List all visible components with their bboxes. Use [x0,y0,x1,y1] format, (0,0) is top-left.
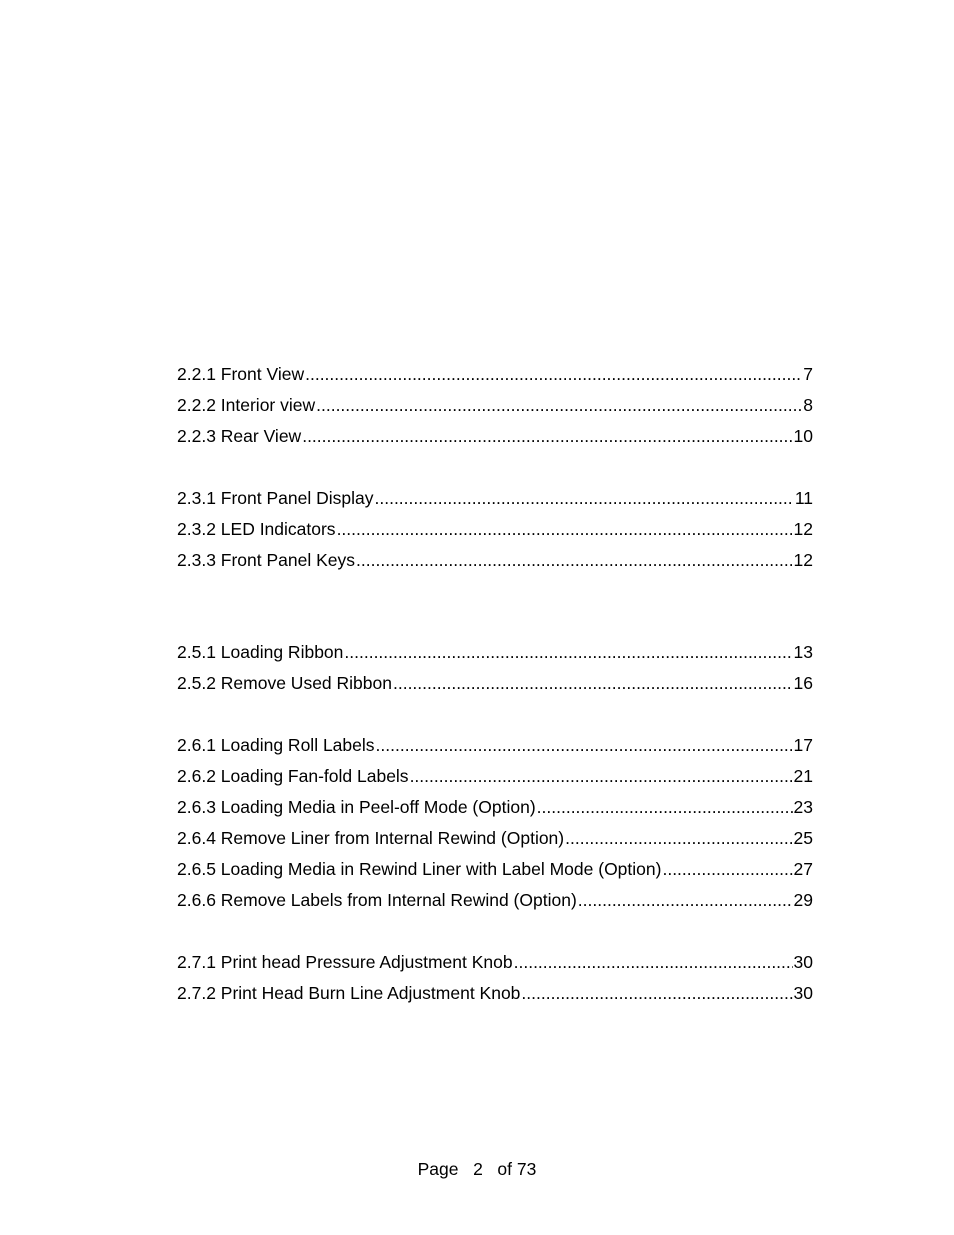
toc-dot-leader [302,424,792,448]
toc-dot-leader [521,981,792,1005]
toc-entry-page: 17 [793,735,813,755]
table-of-contents [177,362,813,1012]
toc-entry-title: 2.7.2 Print Head Burn Line Adjustment Knob [177,983,521,1003]
toc-entry-2-5-1[interactable] [177,640,813,671]
toc-entry-title: 2.3.2 LED Indicators [177,519,336,539]
toc-entry-title: 2.6.6 Remove Labels from Internal Rewind (Option) [177,890,577,910]
toc-entry-title: 2.2.2 Interior view [177,395,316,415]
toc-entry-page: 8 [803,395,813,415]
toc-dot-leader [565,826,792,850]
toc-dot-leader [514,950,793,974]
footer-current-page: 2 [473,1159,483,1179]
toc-dot-leader [393,671,793,695]
section-gap [177,579,813,640]
toc-entry-2-6-2[interactable] [177,764,813,795]
toc-entry-2-6-6[interactable] [177,888,813,919]
toc-entry-2-6-5[interactable] [177,857,813,888]
toc-dot-leader [578,888,793,912]
footer-page-label: Page [417,1159,459,1179]
toc-entry-title: 2.2.1 Front View [177,364,305,384]
toc-entry-page: 11 [794,488,813,508]
page-footer [0,1157,954,1181]
toc-entry-title: 2.6.5 Loading Media in Rewind Liner with Label Mode (Option) [177,859,662,879]
toc-entry-page: 29 [793,890,813,910]
toc-entry-2-2-2[interactable] [177,393,813,424]
toc-dot-leader [376,733,793,757]
toc-entry-2-3-2[interactable] [177,517,813,548]
toc-entry-title: 2.3.1 Front Panel Display [177,488,374,508]
toc-entry-title: 2.6.2 Loading Fan-fold Labels [177,766,409,786]
toc-dot-leader [375,486,794,510]
toc-entry-2-2-3[interactable] [177,424,813,455]
toc-entry-title: 2.5.1 Loading Ribbon [177,642,344,662]
toc-entry-page: 13 [793,642,813,662]
toc-entry-title: 2.5.2 Remove Used Ribbon [177,673,392,693]
toc-entry-2-7-1[interactable] [177,950,813,981]
toc-entry-title: 2.3.3 Front Panel Keys [177,550,356,570]
toc-entry-title: 2.2.3 Rear View [177,426,302,446]
toc-dot-leader [410,764,793,788]
toc-entry-2-6-1[interactable] [177,733,813,764]
section-gap [177,455,813,486]
toc-entry-page: 10 [793,426,813,446]
toc-entry-title: 2.6.4 Remove Liner from Internal Rewind (Option) [177,828,565,848]
toc-dot-leader [344,640,792,664]
toc-entry-page: 27 [793,859,813,879]
toc-entry-page: 16 [793,673,813,693]
toc-entry-page: 12 [793,550,813,570]
section-gap [177,919,813,950]
toc-entry-page: 30 [793,983,813,1003]
section-gap [177,702,813,733]
toc-dot-leader [537,795,793,819]
toc-entry-page: 7 [803,364,813,384]
toc-dot-leader [316,393,802,417]
toc-entry-2-2-1[interactable] [177,362,813,393]
toc-entry-page: 12 [793,519,813,539]
toc-dot-leader [337,517,793,541]
toc-entry-page: 23 [793,797,813,817]
toc-entry-2-6-3[interactable] [177,795,813,826]
toc-entry-2-7-2[interactable] [177,981,813,1012]
toc-dot-leader [356,548,793,572]
toc-dot-leader [305,362,802,386]
toc-entry-2-5-2[interactable] [177,671,813,702]
toc-entry-title: 2.6.3 Loading Media in Peel-off Mode (Option) [177,797,536,817]
toc-entry-2-3-1[interactable] [177,486,813,517]
footer-total-pages: 73 [516,1159,537,1179]
toc-entry-2-6-4[interactable] [177,826,813,857]
toc-entry-title: 2.7.1 Print head Pressure Adjustment Knob [177,952,513,972]
toc-entry-title: 2.6.1 Loading Roll Labels [177,735,375,755]
toc-dot-leader [662,857,792,881]
toc-entry-2-3-3[interactable] [177,548,813,579]
toc-entry-page: 30 [793,952,813,972]
toc-entry-page: 25 [793,828,813,848]
toc-entry-page: 21 [793,766,813,786]
footer-of-label: of [497,1159,513,1179]
